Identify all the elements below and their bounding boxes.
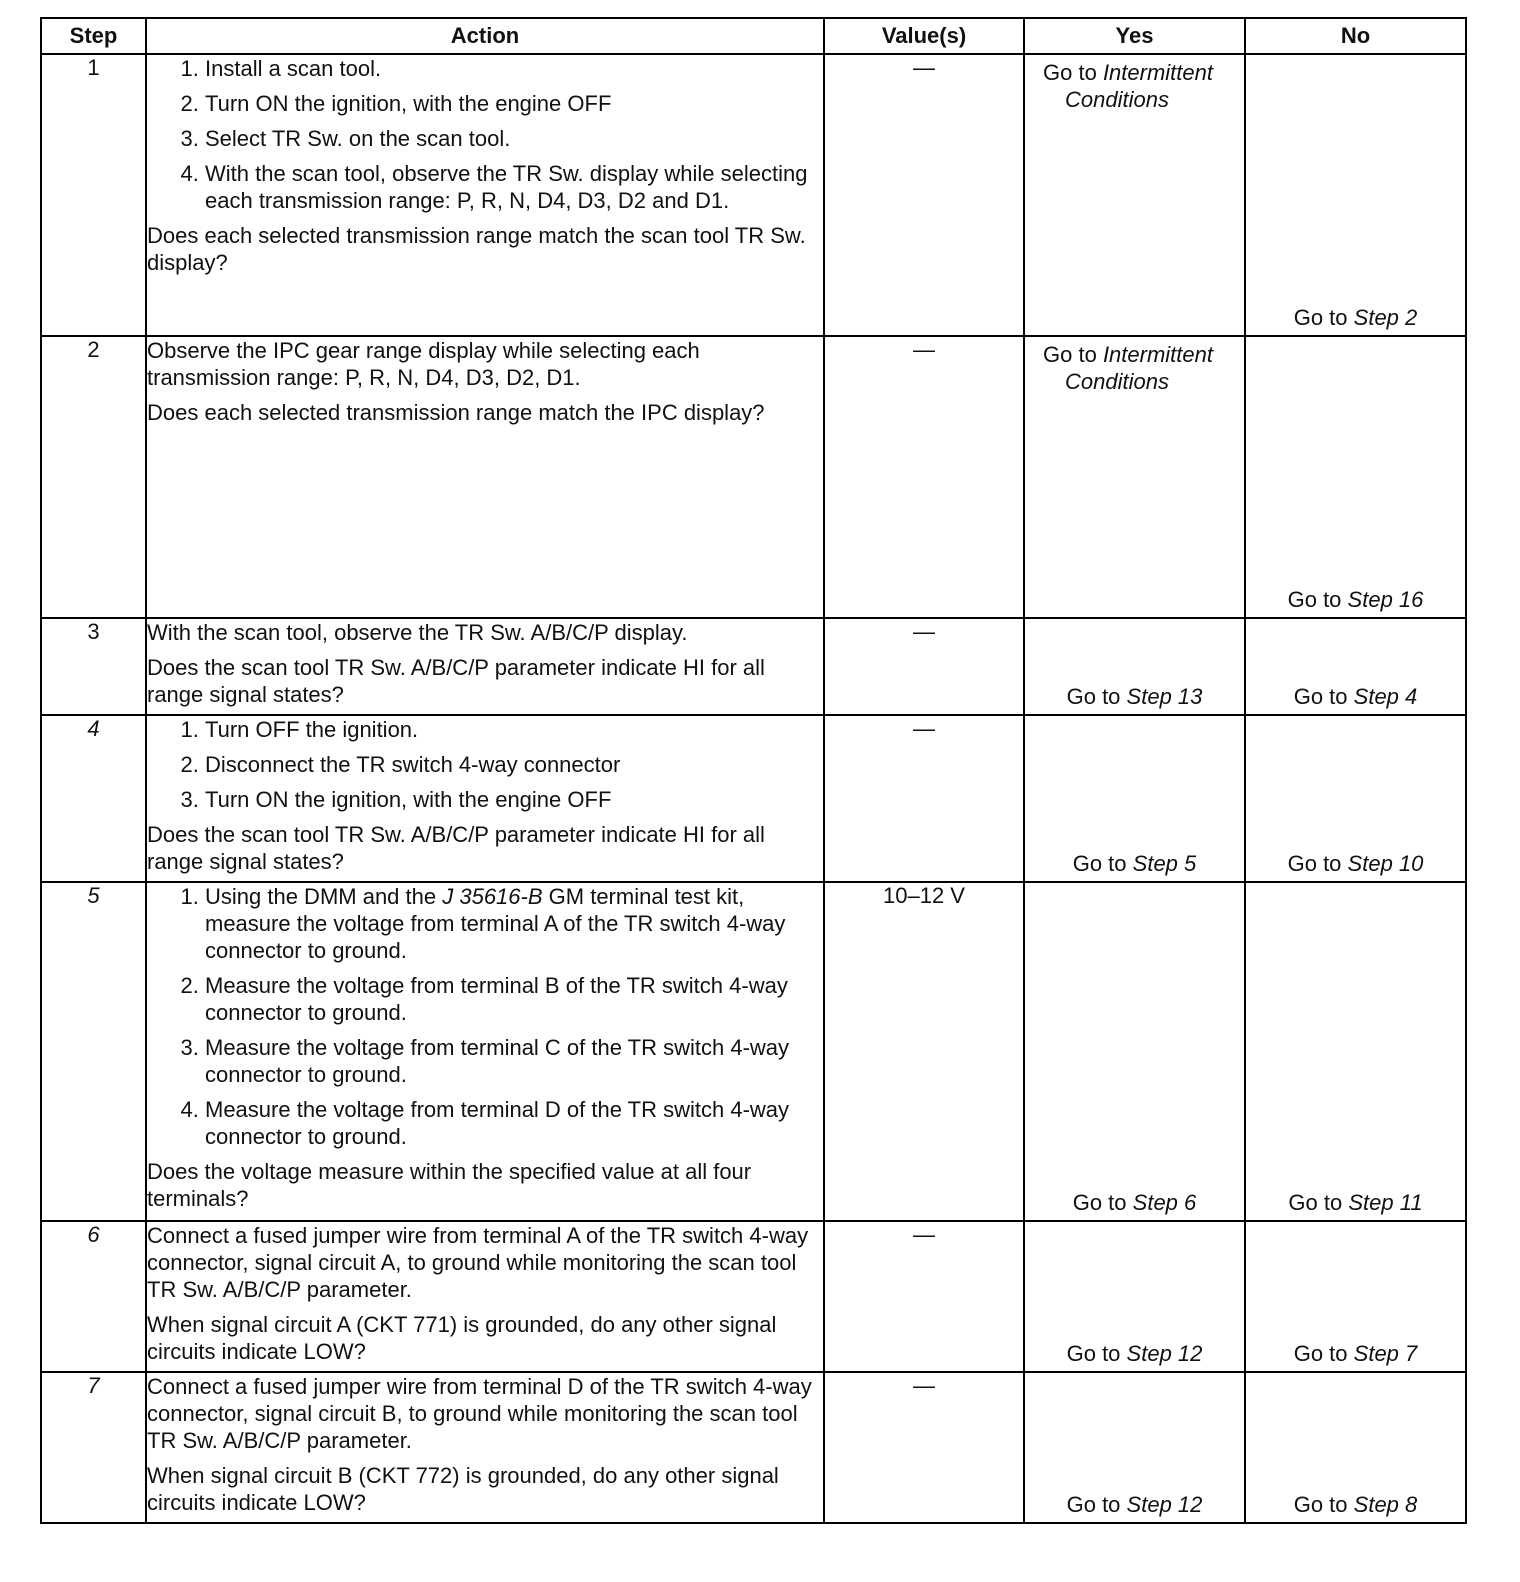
header-no: No	[1245, 18, 1466, 54]
goto-target: Intermittent	[1102, 60, 1213, 85]
action-cell	[146, 618, 824, 715]
action-text: Observe the IPC gear range display while selecting each transmission range: P, R, N, D4, D3, D2, D1.	[147, 338, 700, 390]
step-number: 4	[41, 715, 146, 882]
yes-cell	[1024, 336, 1245, 618]
header-yes: Yes	[1024, 18, 1245, 54]
step-number: 3	[41, 618, 146, 715]
no-goto-link[interactable]	[1246, 1492, 1465, 1518]
action-item: 2. Turn ON the ignition, with the engine OFF	[205, 90, 823, 117]
no-goto-link[interactable]	[1246, 1190, 1465, 1216]
action-text: GM terminal test kit, measure the voltage from terminal A of the TR switch 4-way connector to ground.	[205, 884, 786, 963]
value-cell: —	[824, 618, 1024, 715]
no-cell	[1245, 1372, 1466, 1523]
goto-prefix: Go to	[1293, 1492, 1348, 1517]
goto-target: Step 2	[1353, 305, 1418, 330]
yes-goto-link[interactable]	[1025, 851, 1244, 877]
no-cell	[1245, 715, 1466, 882]
action-cell	[146, 715, 824, 882]
value-cell: —	[824, 1372, 1024, 1523]
value-cell: —	[824, 336, 1024, 618]
action-question: When signal circuit B (CKT 772) is grounded, do any other signal circuits indicate LOW?	[147, 1463, 779, 1515]
action-item: 2. Disconnect the TR switch 4-way connector	[205, 751, 823, 778]
no-goto-link[interactable]	[1246, 305, 1465, 331]
no-cell	[1245, 618, 1466, 715]
header-values: Value(s)	[824, 18, 1024, 54]
step-number: 1	[41, 54, 146, 336]
goto-prefix: Go to	[1293, 305, 1348, 330]
action-text: Using the DMM and the	[205, 884, 437, 909]
step-number: 5	[41, 882, 146, 1221]
yes-goto-link[interactable]	[1025, 1341, 1244, 1367]
header-row	[41, 18, 1466, 54]
action-cell	[146, 1372, 824, 1523]
goto-target: Step 11	[1348, 1190, 1423, 1215]
action-item: 4. With the scan tool, observe the TR Sw. display while selecting each transmission range: P, R, N, D4, D3, D2 and D1.	[205, 160, 823, 214]
action-question: Does each selected transmission range match the scan tool TR Sw. display?	[147, 223, 806, 275]
no-goto-link[interactable]	[1246, 684, 1465, 710]
goto-prefix: Go to	[1066, 1341, 1121, 1366]
goto-prefix: Go to	[1293, 1341, 1348, 1366]
action-question: Does the voltage measure within the specified value at all four terminals?	[147, 1159, 752, 1211]
yes-cell	[1024, 882, 1245, 1221]
action-question: Does the scan tool TR Sw. A/B/C/P parameter indicate HI for all range signal states?	[147, 822, 765, 874]
goto-prefix: Go to	[1043, 342, 1097, 367]
goto-target: Step 13	[1126, 684, 1203, 709]
yes-goto-link[interactable]	[1025, 684, 1244, 710]
action-list	[147, 55, 823, 214]
goto-prefix: Go to	[1287, 851, 1342, 876]
step-number: 6	[41, 1221, 146, 1372]
action-item: 3. Turn ON the ignition, with the engine OFF	[205, 786, 823, 813]
goto-target: Step 8	[1353, 1492, 1418, 1517]
action-item: 4. Measure the voltage from terminal D of the TR switch 4-way connector to ground.	[205, 1096, 823, 1150]
action-item: 1. Install a scan tool.	[205, 55, 823, 82]
no-cell	[1245, 54, 1466, 336]
goto-target: Step 7	[1353, 1341, 1418, 1366]
goto-prefix: Go to	[1043, 60, 1097, 85]
yes-cell	[1024, 54, 1245, 336]
goto-prefix: Go to	[1287, 587, 1342, 612]
action-cell	[146, 1221, 824, 1372]
action-question: Does each selected transmission range match the IPC display?	[147, 400, 765, 425]
goto-target: Intermittent	[1102, 342, 1213, 367]
table-row	[41, 336, 1466, 618]
goto-target: Step 16	[1347, 587, 1424, 612]
table-row	[41, 715, 1466, 882]
goto-prefix: Go to	[1288, 1190, 1343, 1215]
goto-target: Step 4	[1353, 684, 1418, 709]
no-cell	[1245, 1221, 1466, 1372]
goto-prefix: Go to	[1066, 684, 1121, 709]
no-cell	[1245, 882, 1466, 1221]
action-list	[147, 716, 823, 813]
yes-goto-link[interactable]	[1025, 1190, 1244, 1216]
table-row	[41, 1221, 1466, 1372]
table-row	[41, 1372, 1466, 1523]
action-question: Does the scan tool TR Sw. A/B/C/P parameter indicate HI for all range signal states?	[147, 655, 765, 707]
goto-target: Step 12	[1126, 1492, 1203, 1517]
action-text: With the scan tool, observe the TR Sw. A/B/C/P display.	[147, 620, 688, 645]
step-number: 7	[41, 1372, 146, 1523]
action-item	[205, 883, 823, 964]
action-cell	[146, 54, 824, 336]
value-cell: 10–12 V	[824, 882, 1024, 1221]
yes-goto-link[interactable]	[1025, 1492, 1244, 1518]
value-cell: —	[824, 1221, 1024, 1372]
action-text: Connect a fused jumper wire from terminal D of the TR switch 4-way connector, signal circuit B, to ground while monitoring the scan tool TR Sw. A/B/C/P parameter.	[147, 1374, 812, 1453]
step-number: 2	[41, 336, 146, 618]
value-cell: —	[824, 54, 1024, 336]
action-cell	[146, 882, 824, 1221]
no-goto-link[interactable]	[1246, 1341, 1465, 1367]
goto-prefix: Go to	[1072, 1190, 1127, 1215]
goto-prefix: Go to	[1293, 684, 1348, 709]
goto-target: Step 5	[1132, 851, 1197, 876]
table-row	[41, 618, 1466, 715]
yes-cell	[1024, 1372, 1245, 1523]
header-step: Step	[41, 18, 146, 54]
tool-name: J 35616-B	[442, 884, 543, 909]
yes-cell	[1024, 1221, 1245, 1372]
header-action: Action	[146, 18, 824, 54]
yes-cell	[1024, 618, 1245, 715]
goto-target: Step 6	[1132, 1190, 1197, 1215]
goto-target: Conditions	[1065, 369, 1169, 394]
action-item: 2. Measure the voltage from terminal B of the TR switch 4-way connector to ground.	[205, 972, 823, 1026]
table-row	[41, 882, 1466, 1221]
action-item: 3. Select TR Sw. on the scan tool.	[205, 125, 823, 152]
yes-goto-link[interactable]	[1025, 55, 1244, 113]
no-goto-link[interactable]	[1246, 851, 1465, 877]
action-list	[147, 883, 823, 1150]
yes-goto-link[interactable]	[1025, 337, 1244, 395]
goto-target: Step 12	[1126, 1341, 1203, 1366]
goto-target: Conditions	[1065, 87, 1169, 112]
yes-cell	[1024, 715, 1245, 882]
action-cell	[146, 336, 824, 618]
no-cell	[1245, 336, 1466, 618]
action-item: 1. Turn OFF the ignition.	[205, 716, 823, 743]
action-item: 3. Measure the voltage from terminal C of the TR switch 4-way connector to ground.	[205, 1034, 823, 1088]
action-text: Connect a fused jumper wire from terminal A of the TR switch 4-way connector, signal circuit A, to ground while monitoring the scan tool TR Sw. A/B/C/P parameter.	[147, 1223, 809, 1302]
goto-target: Step 10	[1347, 851, 1424, 876]
goto-prefix: Go to	[1072, 851, 1127, 876]
no-goto-link[interactable]	[1246, 587, 1465, 613]
table-row	[41, 54, 1466, 336]
action-question: When signal circuit A (CKT 771) is grounded, do any other signal circuits indicate LOW?	[147, 1312, 777, 1364]
goto-prefix: Go to	[1066, 1492, 1121, 1517]
diagnostic-table	[40, 17, 1467, 1524]
value-cell: —	[824, 715, 1024, 882]
